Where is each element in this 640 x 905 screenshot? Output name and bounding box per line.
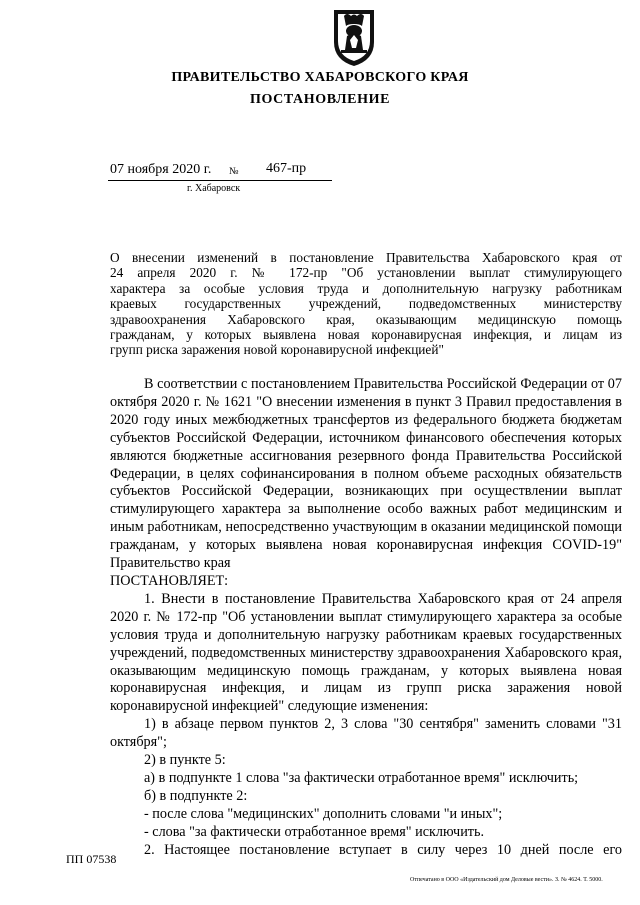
item-1-subitem-2b-dash-2: - слова "за фактически отработанное время" исключить. xyxy=(144,823,485,840)
number-sign: № xyxy=(229,166,239,177)
title-line: О внесении изменений в постановление Правительства Хабаровского края от xyxy=(110,250,622,265)
government-title: ПРАВИТЕЛЬСТВО ХАБАРОВСКОГО КРАЯ xyxy=(171,70,469,85)
item-1: 1. Внести в постановление Правительства Хабаровского края от 24 апреля 2020 г. № 172-пр "Об установлении выплат стимулирующего характера за особые условия труда и дополнительную нагрузку работникам краевых государственных учреждений, подведомственных министерству здравоохранения Хабаровского края, оказывающим медицинскую помощь гражданам, у которых выявлена новая коронавирусная инфекция, и лицам из групп риска заражения новой коронавирусной инфекцией" следующие изменения: xyxy=(110,590,622,715)
document-number: 467-пр xyxy=(266,161,307,176)
document-date: 07 ноября 2020 г. xyxy=(110,162,212,177)
coat-of-arms-emblem xyxy=(331,6,377,68)
item-1-subitem-2: 2) в пункте 5: xyxy=(144,752,226,769)
item-1-subitem-2b: б) в подпункте 2: xyxy=(144,787,248,804)
date-underline xyxy=(108,180,332,181)
document-code: ПП 07538 xyxy=(66,852,117,866)
document-city: г. Хабаровск xyxy=(187,183,241,194)
title-line: краевых государственных учреждений, подведомственных министерству xyxy=(110,296,622,312)
printer-footer: Отпечатано в ООО «Издательский дом Деловые вести». З. № 4624. Т. 5000. xyxy=(410,877,603,883)
title-line: групп риска заражения новой коронавирусной инфекцией" xyxy=(110,342,444,358)
document-type: ПОСТАНОВЛЕНИЕ xyxy=(249,92,391,107)
document-title xyxy=(110,250,622,358)
item-2: 2. Настоящее постановление вступает в силу через 10 дней после его xyxy=(144,841,622,858)
title-line: здравоохранения Хабаровского края, оказывающим медицинскую помощь xyxy=(110,311,622,327)
title-line: 24 апреля 2020 г. № 172-пр "Об установлении выплат стимулирующего xyxy=(110,265,622,281)
item-1-subitem-2b-dash-1: - после слова "медицинских" дополнить словами "и иных"; xyxy=(144,805,503,822)
decree-word: ПОСТАНОВЛЯЕТ: xyxy=(110,572,229,589)
item-1-subitem-1: 1) в абзаце первом пунктов 2, 3 слова "30 сентября" заменить словами "31 октября"; xyxy=(110,716,622,751)
document-body xyxy=(110,376,622,859)
preamble-paragraph: В соответствии с постановлением Правительства Российской Федерации от 07 октября 2020 г. № 1621 "О внесении изменения в пункт 3 Правил предоставления в 2020 году иных межбюджетных трансфертов из федерального бюджета бюджетам субъектов Российской Федерации, источником финансового обеспечения которых являются бюджетные ассигнования резервного фонда Правительства Российской Федерации, в целях софинансирования в полном объеме расходных обязательств субъектов Российской Федерации, возникающих при осуществлении выплат стимулирующего характера за выполнение особо важных работ медицинским и иным работникам, непосредственно участвующим в оказании медицинской помощи гражданам, у которых выявлена новая коронавирусная инфекция COVID-19" Правительство края xyxy=(110,376,622,572)
item-1-subitem-2a: а) в подпункте 1 слова "за фактически отработанное время" исключить; xyxy=(144,769,579,786)
title-line: характера за особые условия труда и дополнительную нагрузку работникам xyxy=(110,280,622,296)
title-line: гражданам, у которых выявлена новая коронавирусная инфекция, и лицам из xyxy=(110,327,622,343)
